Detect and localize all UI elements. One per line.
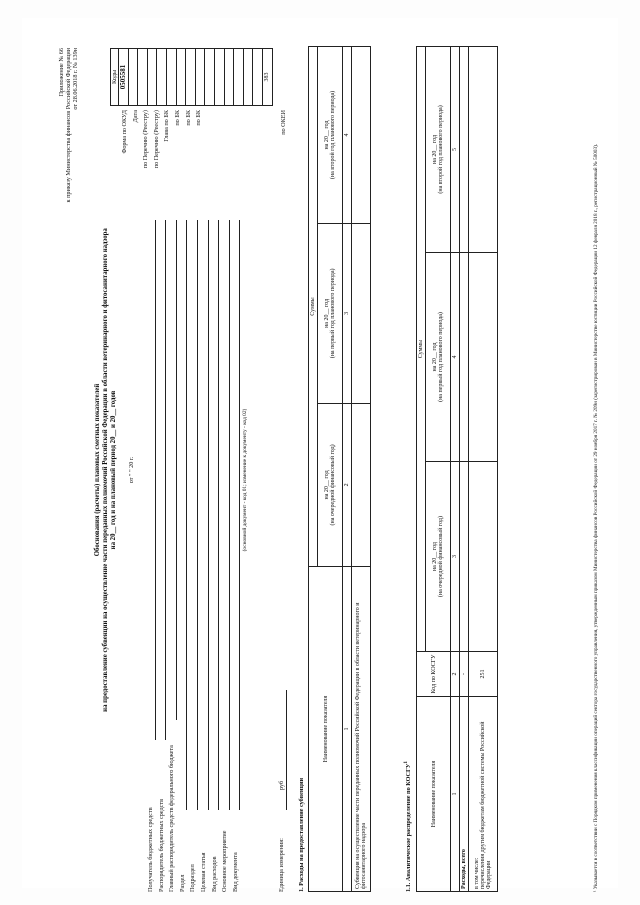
form-title <box>94 40 117 900</box>
underline-6 <box>208 220 209 810</box>
s1-row-subvention: Субвенция на осуществление части переданных полномочий Российской Федерации в области ветеринарного и фитосанитарного надзора <box>352 567 371 892</box>
s1-num2: 2 <box>343 403 352 566</box>
sheet <box>22 18 618 892</box>
field-section: Раздел <box>178 874 186 892</box>
okei-value: 383 <box>262 49 272 106</box>
s11-row-transfers <box>469 697 498 892</box>
code-label-chapter: Глава по БК <box>163 110 171 142</box>
field-target-article: Целевая статья <box>199 852 207 892</box>
underline-4 <box>186 220 187 810</box>
s11-row-total: Расходы, всего <box>460 697 469 892</box>
s11-row-incl: в том числе: <box>474 857 480 889</box>
s1-num3: 3 <box>343 223 352 403</box>
unit-label: Единица измерения: <box>278 838 285 892</box>
title-line3: на 20__ год и на плановый период 20__ и 20__ годов <box>109 390 117 550</box>
s11-row-transfers-code: 251 <box>469 652 498 697</box>
code-label-bk2: по БК <box>184 110 192 126</box>
rotated-form <box>52 40 632 900</box>
s11-col3: на 20__ год (на очередной финансовый год) <box>426 462 451 652</box>
section11-title: 1.1. Аналитическое распределение по КОСГУ$^1$ <box>403 761 413 892</box>
s1-num4: 4 <box>343 47 352 224</box>
s11-row-total-code: - <box>460 652 469 697</box>
s11-col5: на 20__ год (на второй год планового периода) <box>426 47 451 253</box>
unit-underline <box>286 690 287 810</box>
underline-7 <box>218 220 219 810</box>
s1-col3: на 20__ год (на первый год планового периода) <box>318 223 343 403</box>
field-expense-type: Вид расходов <box>210 856 218 892</box>
underline-5 <box>197 220 198 810</box>
underline-3 <box>176 220 177 720</box>
field-main-event: Основное мероприятие <box>221 830 229 892</box>
section1-table <box>308 46 371 892</box>
title-line1: Обоснования (расчеты) плановых сметных показателей <box>94 383 101 557</box>
s1-col2: на 20__ год (на очередной финансовый год) <box>318 403 343 566</box>
code-label-registry2: по Перечню (Реестру) <box>152 110 160 169</box>
field-doc-type: Вид документа <box>231 852 239 892</box>
code-labels <box>120 110 205 168</box>
footnote-mark: 1 <box>403 761 409 764</box>
date-line: от " " 20 г. <box>128 456 135 484</box>
field-labels <box>146 745 241 892</box>
okud-value: 0505581 <box>119 49 129 106</box>
s11-num1: 1 <box>451 697 460 892</box>
code-label-bk1: по БК <box>173 110 181 126</box>
okud-label: Форма по ОКУД <box>121 110 128 154</box>
footnote: ¹ Указывается в соответствии с Порядком применения классификации операций сектора государственного управления, утвержденным приказом Министерства финансов Российской Федерации от 29 ноября 2017 г. № 209н (зарегистрирован в Министерстве юстиции Российской Федерации 12 февраля 2018 г., регистрационный № 50003). <box>593 143 599 892</box>
okei-label: по ОКЕИ <box>280 110 287 135</box>
s11-num2: 2 <box>451 652 460 697</box>
s1-col-sum: Суммы <box>309 47 318 567</box>
s11-col-sum: Суммы <box>417 47 426 652</box>
field-distributor: Распорядитель бюджетных средств <box>157 798 165 892</box>
section11-table <box>416 46 498 892</box>
s11-row-transfers-name: перечисления другим бюджетам бюджетной системы Российской Федерации <box>480 721 492 889</box>
codes-header: Коды <box>110 48 118 106</box>
appendix-block <box>58 48 79 202</box>
underline-2 <box>165 220 166 740</box>
appendix-line3: от 28.06.2018 г. № 139н <box>72 48 80 110</box>
s1-col-name: Наименование показателя <box>309 567 343 892</box>
field-recipient: Получатель бюджетных средств <box>147 807 154 892</box>
s11-num3: 3 <box>451 462 460 652</box>
s11-col-code: Код по КОСГУ <box>417 652 451 697</box>
doc-note: (основной документ - код 01; изменение к документу - код 02) <box>242 408 248 552</box>
code-label-date: Дата <box>131 110 139 123</box>
title-line2: на предоставление субвенции на осуществление части переданных полномочий Российской Федерации в области ветеринарного и фитосанитарного надзора <box>101 228 109 712</box>
field-main-distributor: Главный распорядитель средств федерального бюджета <box>168 745 176 892</box>
s1-col4: на 20__ год (на второй год планового периода) <box>318 47 343 224</box>
underline-9 <box>239 220 240 810</box>
s11-num4: 4 <box>451 252 460 461</box>
s11-col-name: Наименование показателя <box>417 697 451 892</box>
code-label-bk3: по БК <box>195 110 203 126</box>
unit-value: руб <box>278 780 285 790</box>
section1-title: 1. Расходы на предоставление субвенции <box>298 777 305 892</box>
codes-table <box>118 48 273 106</box>
underline-8 <box>229 220 230 810</box>
field-subsection: Подраздел <box>189 864 197 892</box>
s11-num5: 5 <box>451 47 460 253</box>
code-label-registry1: по Перечню (Реестру) <box>142 110 150 169</box>
appendix-line2: к приказу Министерства финансов Российской Федерации <box>65 48 73 203</box>
appendix-line1: Приложение № 66 <box>58 48 65 97</box>
underline-1 <box>155 220 156 740</box>
s1-num1: 1 <box>343 567 352 892</box>
s11-col4: на 20__ год (на первый год планового периода) <box>426 252 451 461</box>
